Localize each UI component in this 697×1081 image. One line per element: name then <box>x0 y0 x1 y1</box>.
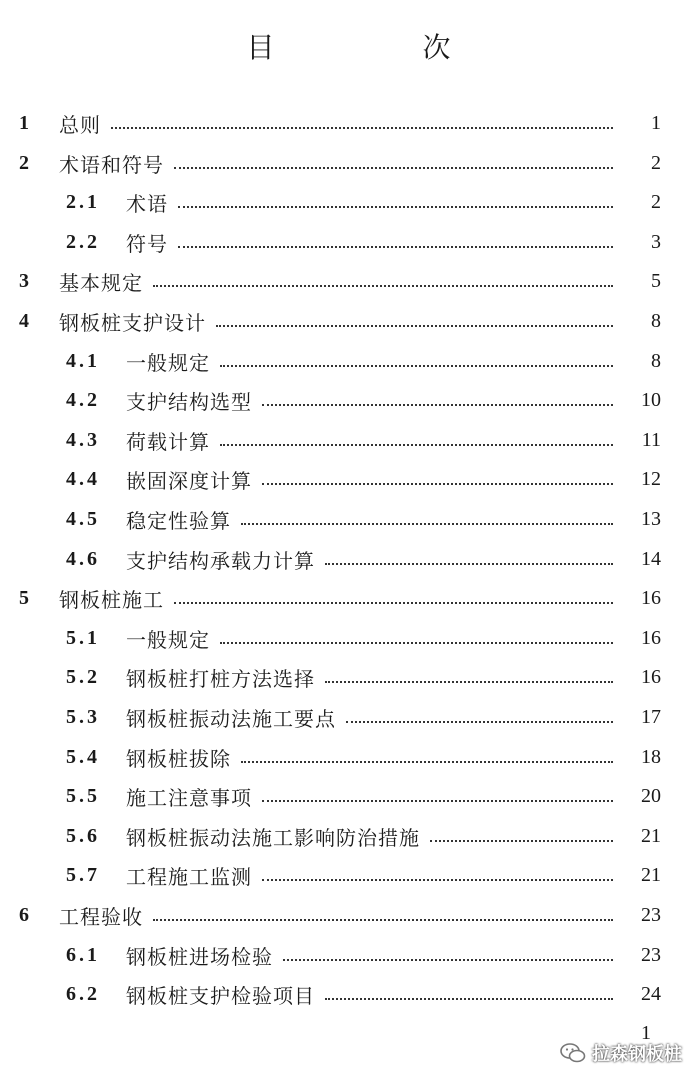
toc-entry[interactable] <box>0 143 697 183</box>
toc-entry-number: 4.5 <box>66 507 100 530</box>
toc-entry-number: 2.2 <box>66 230 100 253</box>
toc-entry-title: 嵌固深度计算 <box>126 468 252 493</box>
page-title: 目 次 <box>246 31 511 64</box>
toc-entry-number: 6.1 <box>66 943 100 966</box>
toc-entry-number: 5.4 <box>66 745 100 768</box>
toc-entry-title: 工程施工监测 <box>126 864 252 889</box>
toc-entry-page: 24 <box>641 982 661 1005</box>
dot-leader <box>325 561 613 565</box>
page-number: 1 <box>641 1022 651 1044</box>
toc-entry-title: 荷载计算 <box>126 429 210 454</box>
toc-entry-title: 钢板桩拔除 <box>126 746 231 771</box>
dot-leader <box>241 759 613 763</box>
toc-entry[interactable] <box>0 222 697 262</box>
dot-leader <box>325 679 613 683</box>
dot-leader <box>262 877 613 881</box>
toc-entry[interactable] <box>0 499 697 539</box>
watermark <box>560 1040 682 1066</box>
toc-entry-title: 工程验收 <box>59 904 143 929</box>
toc-entry-page: 2 <box>651 151 661 174</box>
toc-entry-page: 16 <box>641 626 661 649</box>
toc-entry-page: 21 <box>641 863 661 886</box>
toc-entry-page: 2 <box>651 190 661 213</box>
dot-leader <box>174 600 613 604</box>
toc-entry-page: 1 <box>651 111 661 134</box>
toc-entry-number: 4.1 <box>66 349 100 372</box>
toc-entry-page: 5 <box>651 269 661 292</box>
toc-entry-page: 8 <box>651 309 661 332</box>
toc-entry-number: 5.2 <box>66 665 100 688</box>
toc-entry[interactable] <box>0 539 697 579</box>
toc-entry-number: 3 <box>19 269 32 292</box>
toc-entry-title: 支护结构选型 <box>126 389 252 414</box>
toc-entry-number: 4 <box>19 309 32 332</box>
toc-entry-number: 4.3 <box>66 428 100 451</box>
dot-leader <box>262 481 613 485</box>
dot-leader <box>262 798 613 802</box>
toc-entry[interactable] <box>0 974 697 1014</box>
toc-entry-page: 14 <box>641 547 661 570</box>
dot-leader <box>220 363 613 367</box>
toc-entry-number: 5.5 <box>66 784 100 807</box>
toc-entry-title: 支护结构承载力计算 <box>126 548 315 573</box>
toc-entry-number: 5.3 <box>66 705 100 728</box>
toc-entry-page: 8 <box>651 349 661 372</box>
dot-leader <box>430 838 613 842</box>
toc-entry-number: 2.1 <box>66 190 100 213</box>
toc-entry-number: 6.2 <box>66 982 100 1005</box>
dot-leader <box>178 204 613 208</box>
toc-entry-number: 1 <box>19 111 32 134</box>
toc-entry-number: 2 <box>19 151 32 174</box>
dot-leader <box>178 244 613 248</box>
toc-entry-number: 5.6 <box>66 824 100 847</box>
toc-entry-title: 钢板桩振动法施工要点 <box>126 706 336 731</box>
toc-entry-page: 10 <box>641 388 661 411</box>
toc-entry[interactable] <box>0 341 697 381</box>
toc-entry[interactable] <box>0 261 697 301</box>
toc-entry[interactable] <box>0 657 697 697</box>
toc-entry-page: 16 <box>641 665 661 688</box>
dot-leader <box>283 957 613 961</box>
toc-entry-title: 术语和符号 <box>59 152 164 177</box>
dot-leader <box>153 917 613 921</box>
toc-entry[interactable] <box>0 935 697 975</box>
toc-entry-page: 17 <box>641 705 661 728</box>
toc-entry-number: 5 <box>19 586 32 609</box>
toc-entry-title: 一般规定 <box>126 350 210 375</box>
toc-entry[interactable] <box>0 380 697 420</box>
toc-entry-title: 钢板桩支护检验项目 <box>126 983 315 1008</box>
toc-entry-title: 钢板桩振动法施工影响防治措施 <box>126 825 420 850</box>
toc-entry[interactable] <box>0 816 697 856</box>
dot-leader <box>111 125 613 129</box>
watermark-text: 拉森钢板桩 <box>592 1044 682 1065</box>
toc-entry[interactable] <box>0 737 697 777</box>
toc-entry[interactable] <box>0 459 697 499</box>
wechat-icon <box>560 1043 586 1063</box>
dot-leader <box>241 521 613 525</box>
dot-leader <box>346 719 613 723</box>
toc-entry-title: 施工注意事项 <box>126 785 252 810</box>
toc-entry-page: 21 <box>641 824 661 847</box>
toc-entry[interactable] <box>0 182 697 222</box>
dot-leader <box>220 442 613 446</box>
dot-leader <box>325 996 613 1000</box>
toc-entry[interactable] <box>0 855 697 895</box>
toc-entry-title: 钢板桩施工 <box>59 587 164 612</box>
toc-entry-page: 23 <box>641 943 661 966</box>
toc-entry-title: 钢板桩进场检验 <box>126 944 273 969</box>
toc-entry[interactable] <box>0 103 697 143</box>
toc-entry-page: 3 <box>651 230 661 253</box>
dot-leader <box>262 402 613 406</box>
toc-entry[interactable] <box>0 420 697 460</box>
toc-entry[interactable] <box>0 895 697 935</box>
dot-leader <box>153 283 613 287</box>
dot-leader <box>220 640 613 644</box>
toc-entry-page: 18 <box>641 745 661 768</box>
toc-entry-page: 12 <box>641 467 661 490</box>
toc-entry-number: 5.1 <box>66 626 100 649</box>
toc-entry-title: 符号 <box>126 231 168 256</box>
toc-entry-title: 基本规定 <box>59 270 143 295</box>
toc-entry-number: 4.2 <box>66 388 100 411</box>
toc-entry[interactable] <box>0 697 697 737</box>
toc-entry-title: 术语 <box>126 191 168 216</box>
toc-entry[interactable] <box>0 776 697 816</box>
dot-leader <box>216 323 613 327</box>
toc-entry-title: 稳定性验算 <box>126 508 231 533</box>
toc-entry-page: 11 <box>641 428 661 451</box>
toc-entry-title: 钢板桩打桩方法选择 <box>126 666 315 691</box>
toc-entry-number: 6 <box>19 903 32 926</box>
toc-entry-number: 4.4 <box>66 467 100 490</box>
toc-entry[interactable] <box>0 578 697 618</box>
toc-entry-number: 5.7 <box>66 863 100 886</box>
toc-entry-title: 钢板桩支护设计 <box>59 310 206 335</box>
toc-entry[interactable] <box>0 301 697 341</box>
toc-entry-number: 4.6 <box>66 547 100 570</box>
toc-entry[interactable] <box>0 618 697 658</box>
toc-entry-page: 13 <box>641 507 661 530</box>
toc-entry-page: 16 <box>641 586 661 609</box>
toc-entry-page: 20 <box>641 784 661 807</box>
dot-leader <box>174 165 613 169</box>
toc-entry-title: 总则 <box>59 112 101 137</box>
toc-entry-title: 一般规定 <box>126 627 210 652</box>
toc-entry-page: 23 <box>641 903 661 926</box>
